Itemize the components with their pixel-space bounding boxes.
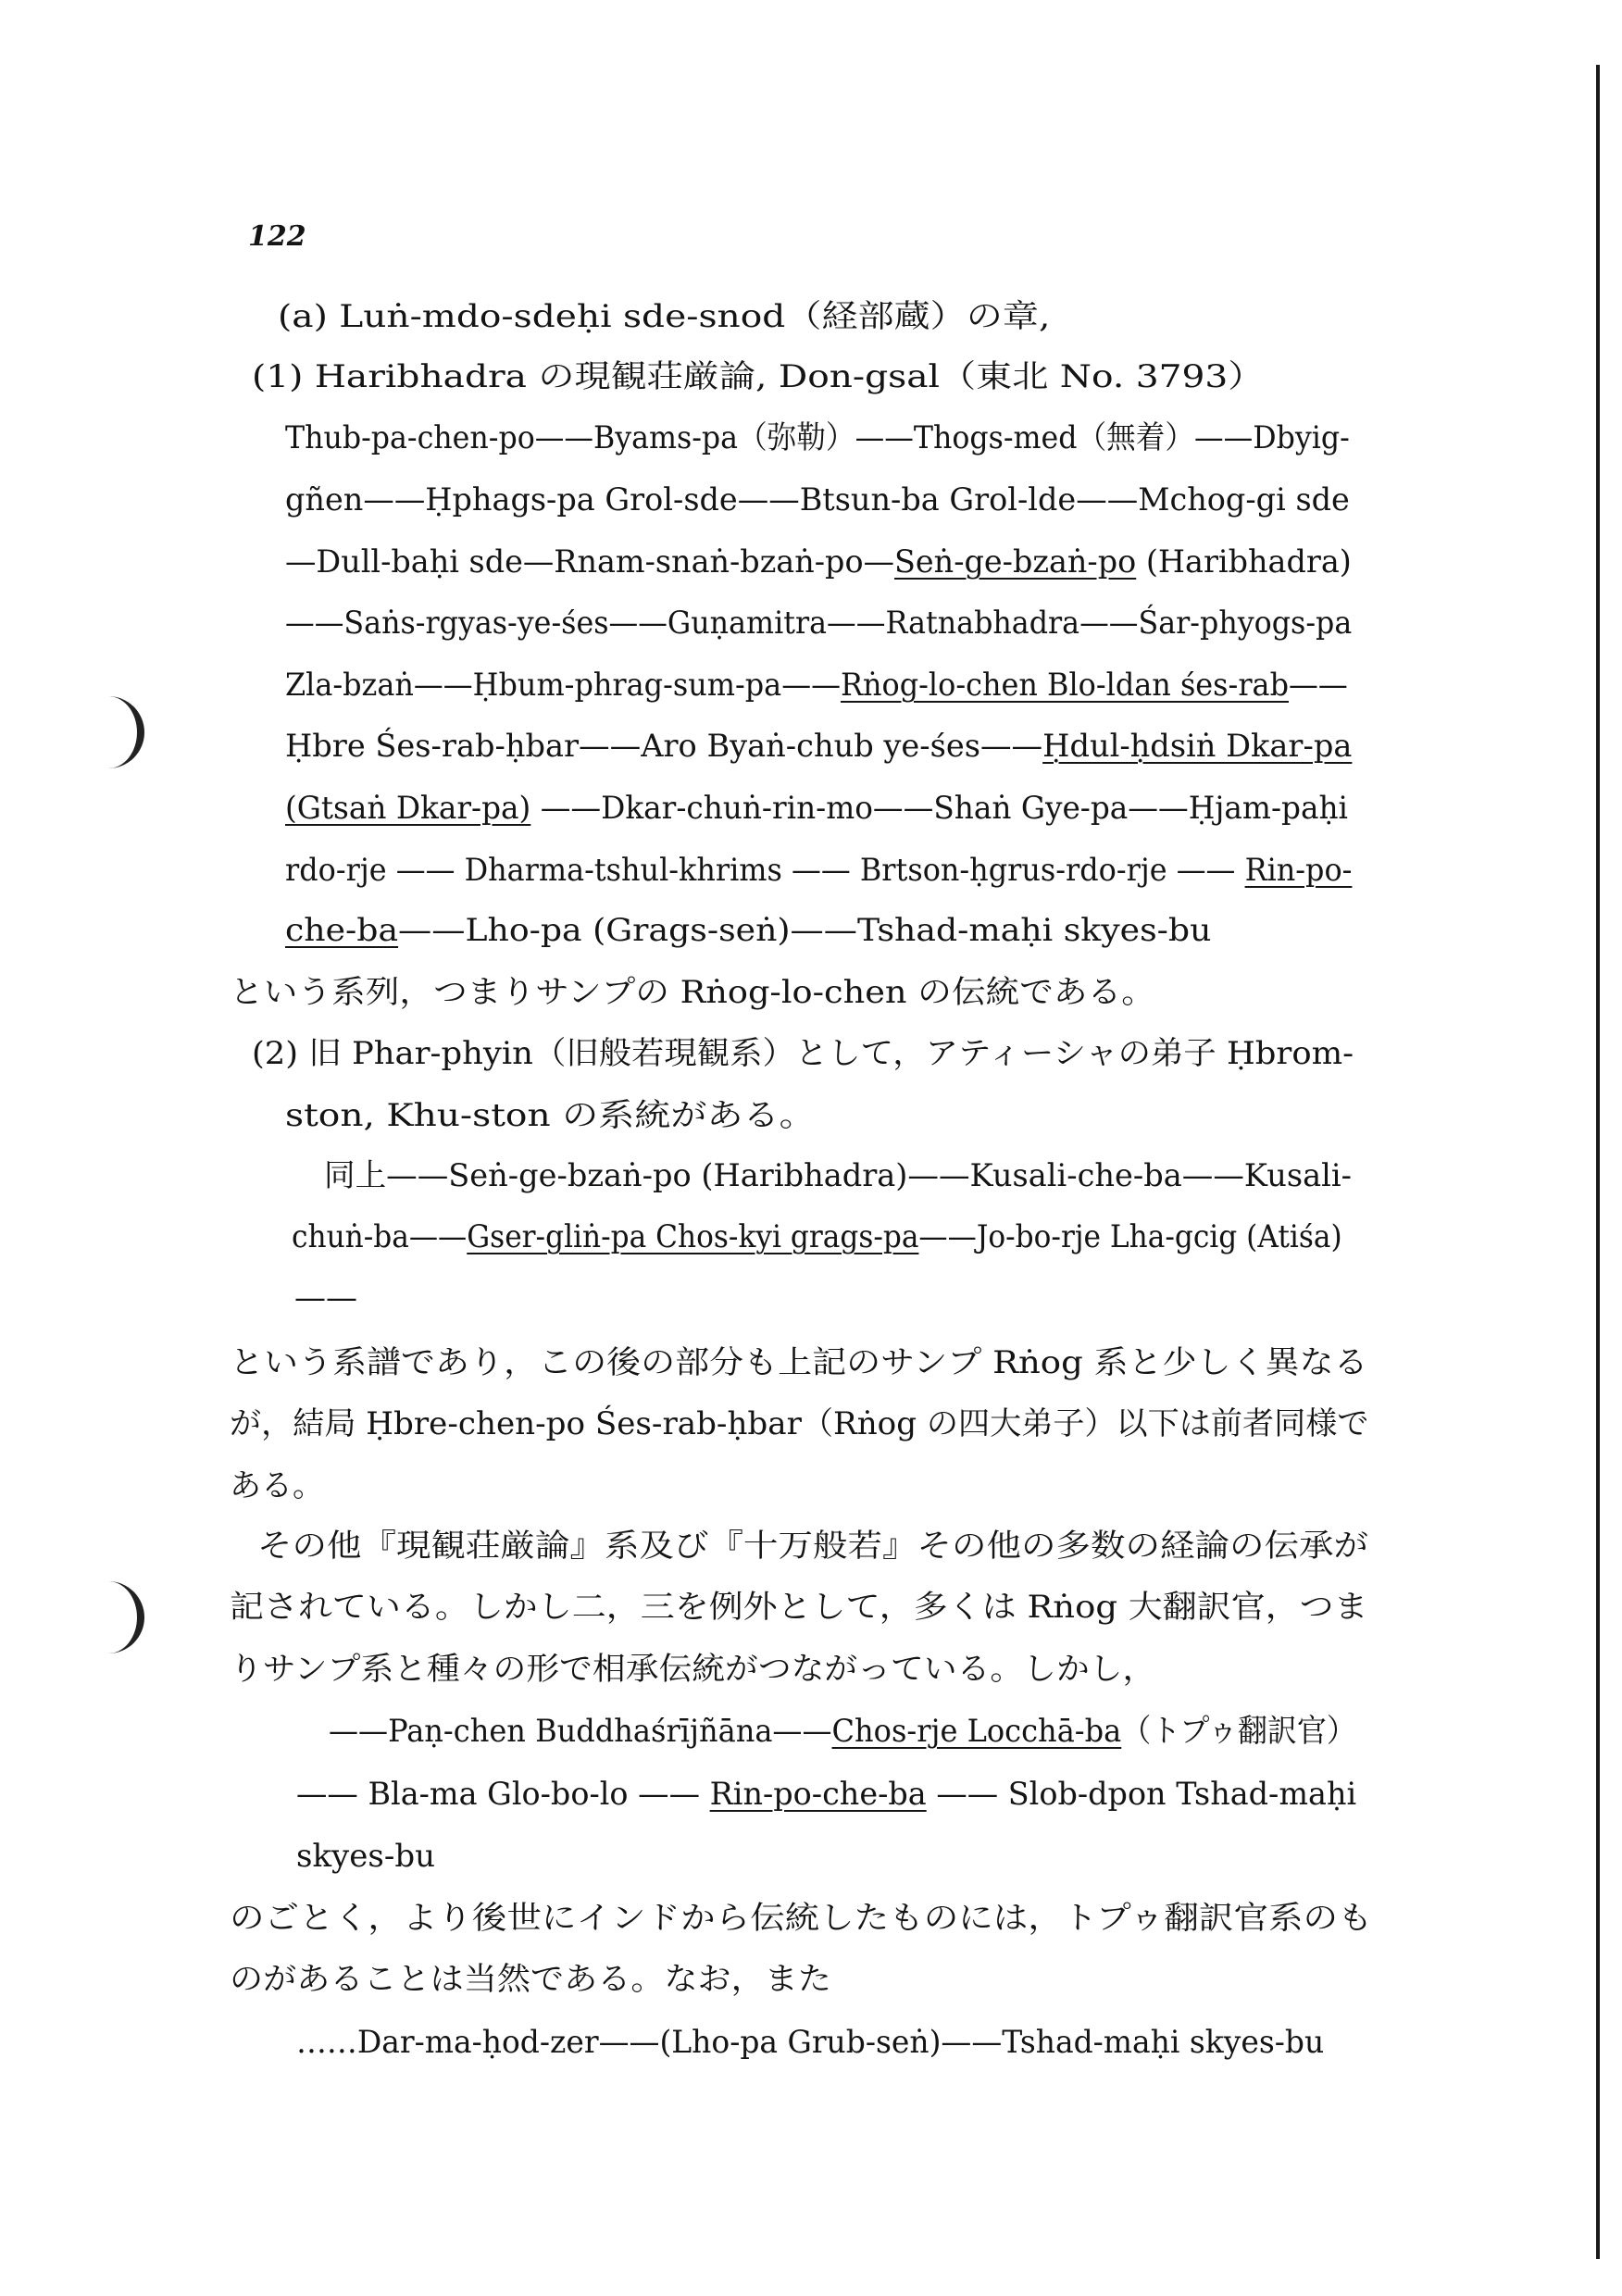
text-segment: ——Jo-bo-rje Lha-gcig (Atiśa) <box>918 1218 1342 1255</box>
text-segment: rdo-rje —— Dharma-tshul-khrims —— Brtson-ḥgrus-rdo-rje —— <box>285 852 1245 889</box>
text-line <box>230 1344 1368 1381</box>
text-segment: ——Paṇ-chen Buddhaśrījñāna—— <box>329 1713 832 1750</box>
underlined-name: (Gtsaṅ Dkar-pa) <box>285 790 531 827</box>
text-line <box>285 605 1352 642</box>
text-line <box>296 1838 435 1875</box>
text-line <box>285 419 1350 456</box>
underlined-name: Seṅ-ge-bzaṅ-po <box>893 543 1137 580</box>
text-segment: ston, Khu-ston の系統がある。 <box>285 1097 816 1134</box>
text-line <box>278 298 1050 335</box>
text-segment: —— Slob-dpon Tshad-maḥi <box>926 1776 1357 1813</box>
text-segment: という系譜であり，この後の部分も上記のサンプ Rṅog 系と少しく異なる <box>230 1344 1368 1381</box>
text-segment: りサンプ系と種々の形で相承伝統がつながっている。しかし， <box>230 1651 1156 1688</box>
text-segment: —— <box>1288 667 1348 704</box>
text-line <box>294 1279 357 1316</box>
text-segment: ……Dar-ma-ḥod-zer——(Lho-pa Grub-seṅ)——Tshad-maḥi skyes-bu <box>296 2024 1325 2061</box>
text-line <box>285 667 1348 704</box>
binding-mark-upper <box>102 696 144 768</box>
text-segment: のごとく，より後世にインドから伝統したものには，トプゥ翻訳官系のも <box>230 1900 1373 1937</box>
text-segment: ある。 <box>230 1467 324 1504</box>
text-segment: skyes-bu <box>296 1838 435 1875</box>
text-line <box>230 1651 1155 1688</box>
text-line <box>292 1218 1342 1255</box>
text-line <box>285 912 1211 949</box>
text-line <box>296 1776 1356 1813</box>
page-number: 122 <box>248 220 306 253</box>
text-segment: Zla-bzaṅ——Ḥbum-phrag-sum-pa—— <box>285 667 841 704</box>
underlined-name: Rin-po-che-ba <box>709 1776 927 1813</box>
text-line <box>285 790 1348 827</box>
text-segment: ——Lho-pa (Grags-seṅ)——Tshad-maḥi skyes-bu <box>398 912 1212 949</box>
text-line <box>230 1900 1373 1937</box>
text-segment: のがあることは当然である。なお，また <box>230 1961 831 1998</box>
text-segment: (Haribhadra) <box>1136 543 1352 580</box>
text-line <box>285 481 1350 518</box>
text-segment: gñen——Ḥphags-pa Grol-sde——Btsun-ba Grol-lde——Mchog-gi sde <box>285 481 1350 518</box>
page-edge-rule <box>1596 65 1600 2259</box>
underlined-name: Chos-rje Locchā-ba <box>831 1713 1122 1750</box>
text-line <box>230 1405 1368 1442</box>
text-segment: (a) Luṅ-mdo-sdeḥi sde-snod（経部蔵）の章, <box>278 298 1051 335</box>
text-line <box>230 1961 831 1998</box>
text-segment: ——Saṅs-rgyas-ye-śes——Guṇamitra——Ratnabhadra——Śar-phyogs-pa <box>285 605 1353 642</box>
text-segment: Thub-pa-chen-po——Byams-pa（弥勒）——Thogs-med（無着）——Dbyig- <box>285 419 1350 456</box>
text-line <box>230 1467 324 1504</box>
text-segment: 記されている。しかし二，三を例外として，多くは Rṅog 大翻訳官，つま <box>230 1589 1368 1626</box>
text-segment: という系列，つまりサンプの Rṅog-lo-chen の伝統である。 <box>230 974 1155 1011</box>
binding-mark-lower <box>102 1581 144 1653</box>
text-line <box>324 1157 1352 1194</box>
underlined-name: Rṅog-lo-chen Blo-ldan śes-rab <box>840 667 1289 704</box>
text-segment: (2) 旧 Phar-phyin（旧般若現観系）として，アティーシャの弟子 Ḥbrom- <box>252 1035 1354 1072</box>
text-segment: chuṅ-ba—— <box>292 1218 468 1255</box>
text-segment: Ḥbre Śes-rab-ḥbar——Aro Byaṅ-chub ye-śes—— <box>285 728 1043 765</box>
text-line <box>285 1097 816 1134</box>
text-segment: が，結局 Ḥbre-chen-po Śes-rab-ḥbar（Rṅog の四大弟子）以下は前者同様で <box>230 1405 1369 1442</box>
text-segment: その他『現観荘厳論』系及び『十万般若』その他の多数の経論の伝承が <box>257 1528 1368 1565</box>
text-line <box>285 728 1352 765</box>
text-segment: —— <box>294 1279 357 1316</box>
underlined-name: Rin-po- <box>1244 852 1353 889</box>
text-line <box>329 1713 1356 1750</box>
text-line <box>252 1035 1354 1072</box>
text-segment: (1) Haribhadra の現観荘厳論, Don-gsal（東北 No. 3793） <box>252 358 1265 395</box>
underlined-name: che-ba <box>285 912 399 949</box>
text-segment: ——Dkar-chuṅ-rin-mo——Shaṅ Gye-pa——Ḥjam-paḥi <box>530 790 1348 827</box>
text-line <box>296 2024 1324 2061</box>
text-segment: —Dull-baḥi sde—Rnam-snaṅ-bzaṅ-po— <box>285 543 894 580</box>
text-line <box>230 1589 1368 1626</box>
text-segment: 同上——Seṅ-ge-bzaṅ-po (Haribhadra)——Kusali-che-ba——Kusali- <box>324 1157 1352 1194</box>
text-line <box>230 974 1155 1011</box>
text-line <box>285 543 1352 580</box>
text-line <box>285 852 1352 889</box>
text-line <box>257 1528 1368 1565</box>
underlined-name: Ḥdul-ḥdsiṅ Dkar-pa <box>1042 728 1353 765</box>
text-segment: —— Bla-ma Glo-bo-lo —— <box>296 1776 710 1813</box>
underlined-name: Gser-gliṅ-pa Chos-kyi grags-pa <box>467 1218 919 1255</box>
text-line <box>252 358 1264 395</box>
text-segment: （トプゥ翻訳官） <box>1121 1713 1356 1750</box>
